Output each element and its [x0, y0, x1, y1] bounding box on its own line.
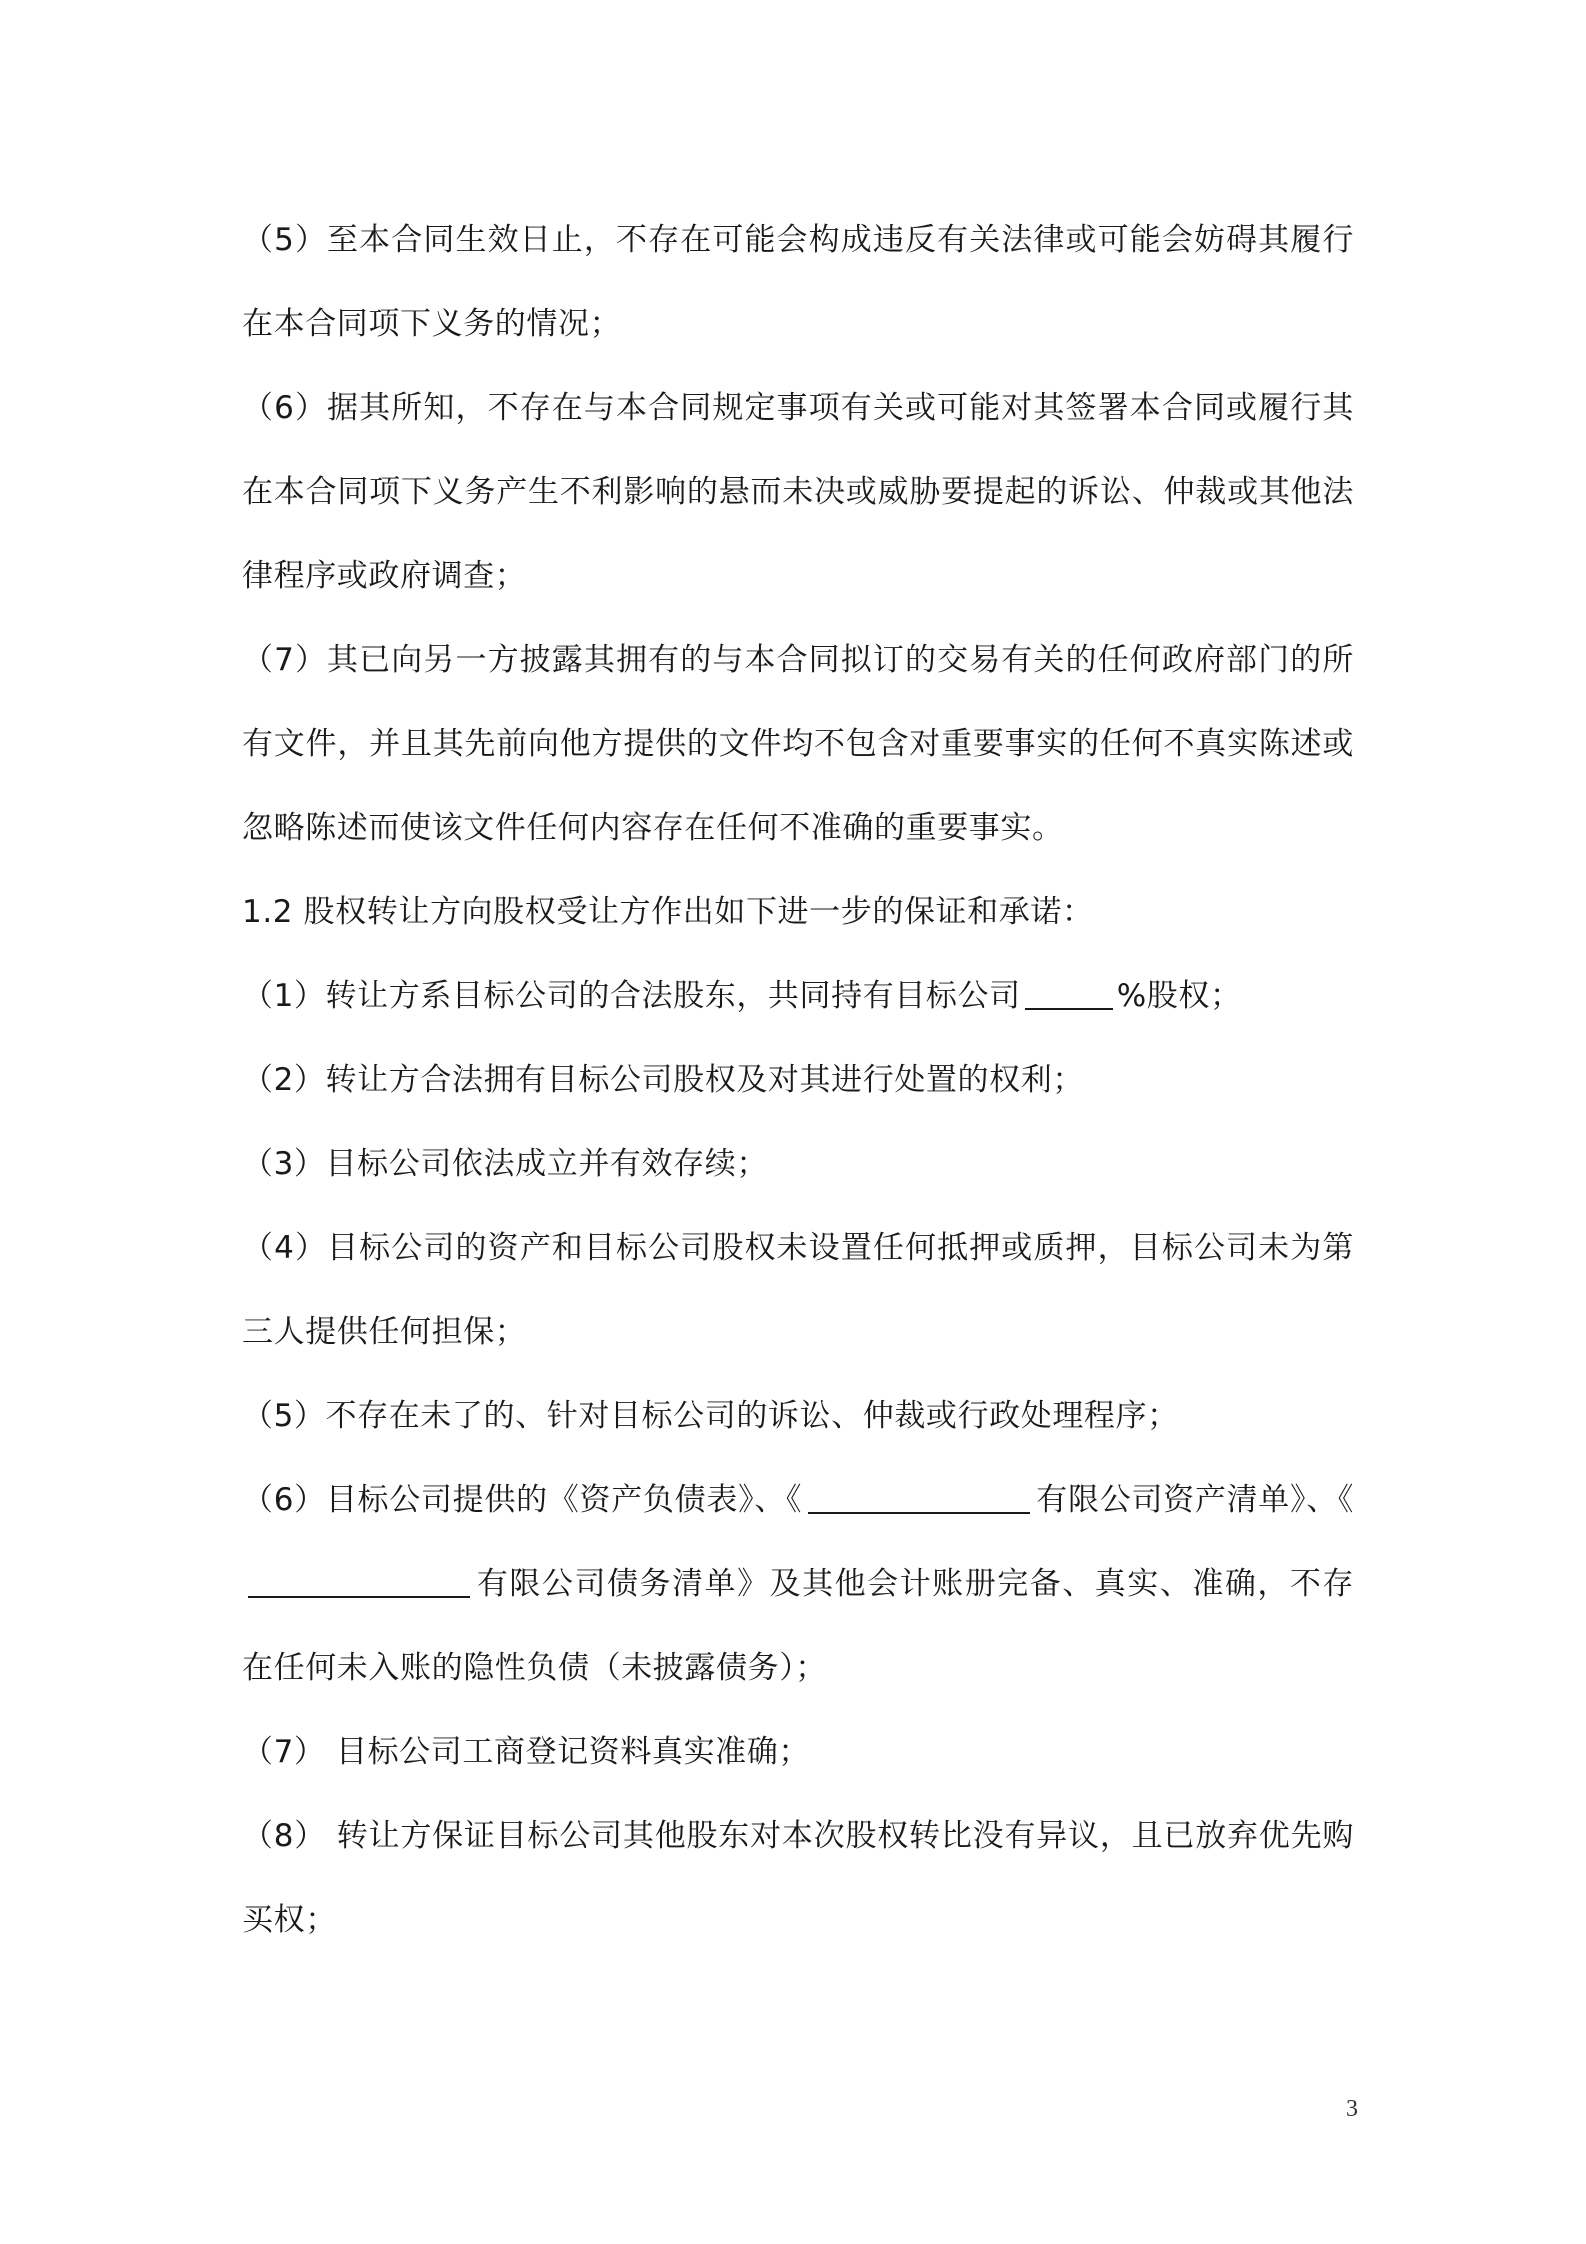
- clause-7-disclosure: （7）其已向另一方披露其拥有的与本合同拟订的交易有关的任何政府部门的所有文件，并且其先前向他方提供的文件均不包含对重要事实的任何不真实陈述或忽略陈述而使该文件任何内容存在任何不准确的重要事实。: [242, 642, 1354, 846]
- clause-6-no-litigation: （6）据其所知，不存在与本合同规定事项有关或可能对其签署本合同或履行其在本合同项下义务产生不利影响的悬而未决或威胁要提起的诉讼、仲裁或其他法律程序或政府调查；: [242, 390, 1354, 594]
- equity-percent-blank: [1025, 978, 1113, 1010]
- warranty-8-preemption-waiver: （8） 转让方保证目标公司其他股东对本次股权转比没有异议，且已放弃优先购买权；: [242, 1818, 1354, 1938]
- page-number: 3: [1346, 2096, 1358, 2122]
- company-name-blank-debt-list: [248, 1566, 470, 1598]
- warranty-5-no-proceedings: （5）不存在未了的、针对目标公司的诉讼、仲裁或行政处理程序；: [242, 1398, 1179, 1434]
- warranty-6-part-3: 有限公司债务清单》及其他会计账册完备、真实、准确，不存在任何未入账的隐性负债（未披露债务）；: [242, 1566, 1354, 1686]
- clause-5-no-violation: （5）至本合同生效日止，不存在可能会构成违反有关法律或可能会妨碍其履行在本合同项下义务的情况；: [242, 222, 1354, 342]
- warranty-1-text-after: %股权；: [1116, 978, 1242, 1014]
- section-1-2-heading: 1.2 股权转让方向股权受让方作出如下进一步的保证和承诺：: [242, 894, 1094, 930]
- warranty-1-text-before: （1）转让方系目标公司的合法股东，共同持有目标公司: [242, 978, 1021, 1014]
- warranty-6-part-1: （6）目标公司提供的《资产负债表》、《: [242, 1482, 803, 1518]
- company-name-blank-asset-list: [808, 1482, 1030, 1514]
- warranty-3-existence: （3）目标公司依法成立并有效存续；: [242, 1146, 768, 1182]
- document-body: [242, 198, 1354, 1962]
- warranty-6-accounts: [242, 1458, 1354, 1710]
- warranty-4-no-pledge: （4）目标公司的资产和目标公司股权未设置任何抵押或质押，目标公司未为第三人提供任何担保；: [242, 1230, 1354, 1350]
- warranty-6-part-2: 有限公司资产清单》、《: [1036, 1482, 1354, 1518]
- warranty-2-ownership: （2）转让方合法拥有目标公司股权及对其进行处置的权利；: [242, 1062, 1084, 1098]
- warranty-1-shareholder: [242, 954, 1354, 1038]
- warranty-7-registration: （7） 目标公司工商登记资料真实准确；: [242, 1734, 810, 1770]
